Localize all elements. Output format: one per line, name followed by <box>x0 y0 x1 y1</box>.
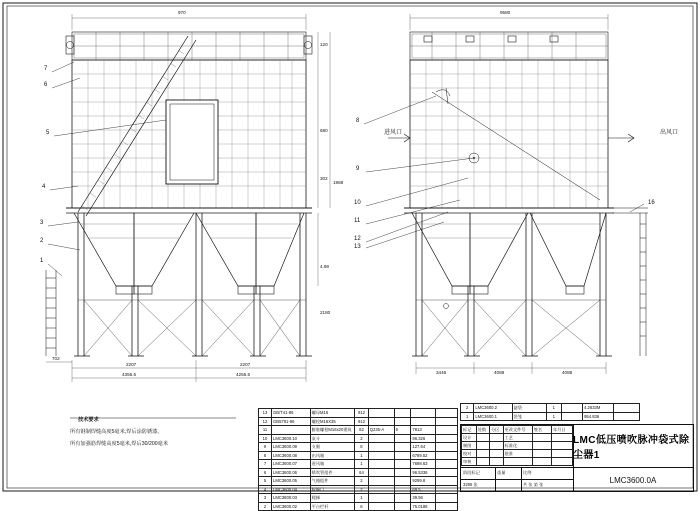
drawing-title <box>573 425 693 467</box>
signature-cell: 批准 <box>503 450 532 458</box>
parts-cell-5 <box>394 485 411 494</box>
signature-cell <box>532 442 551 450</box>
parts-cell-1 <box>272 426 311 435</box>
signature-cell <box>532 434 551 442</box>
signature-cell <box>490 458 503 466</box>
parts-cell-0: 5 <box>259 477 272 486</box>
front-right-dim-3: 302 <box>320 176 328 181</box>
parts-cell-4 <box>368 494 394 503</box>
parts-cell-3: 64 <box>355 468 369 477</box>
parts-table-row <box>259 409 458 418</box>
front-right-dim-5: 2180 <box>320 310 331 315</box>
parts-cell-5 <box>394 502 411 511</box>
parts-cell-6: 7813 <box>411 426 436 435</box>
parts-cell-4 <box>368 434 394 443</box>
front-right-dim-1: 680 <box>320 128 328 133</box>
signature-cell <box>490 442 503 450</box>
parts-cell-5 <box>394 417 411 426</box>
front-callout-1: 1 <box>40 258 44 264</box>
parts-cell-4 <box>368 451 394 460</box>
parts-table <box>258 408 458 511</box>
notes-line-2: 所有加强筋焊缝高度5毫米,焊后30/200毫米 <box>70 441 169 447</box>
parts-cell-3: 1 <box>355 494 369 503</box>
parts-cell-4 <box>368 477 394 486</box>
parts-cell-7 <box>435 460 457 469</box>
signature-cell <box>551 450 572 458</box>
parts-cell-0: 4 <box>259 485 272 494</box>
front-bottom-dim-1: 2207 <box>126 362 137 367</box>
signature-row <box>462 434 573 442</box>
parts-table-row <box>259 443 458 452</box>
parts-cell-7 <box>435 443 457 452</box>
front-top-dimension: 970 <box>178 10 186 15</box>
parts-cell-2: 气箱组件 <box>310 477 354 486</box>
side-callout-10: 10 <box>354 200 361 206</box>
upper-cell-5: 954.836 <box>583 412 614 421</box>
upper-cell-4 <box>561 412 582 421</box>
parts-cell-0: 9 <box>259 443 272 452</box>
side-callout-16: 16 <box>648 200 655 206</box>
parts-cell-4 <box>368 468 394 477</box>
signature-cell: 工艺 <box>503 434 532 442</box>
parts-cell-1: LMC3600.09 <box>272 443 311 452</box>
front-callout-3: 3 <box>40 220 44 226</box>
signature-cell: 签名 <box>532 426 551 434</box>
parts-cell-2: 爬梯 <box>310 494 354 503</box>
front-callout-4: 4 <box>42 184 46 190</box>
parts-cell-1: GB/T41-86 <box>272 409 311 418</box>
signature-row <box>462 442 573 450</box>
parts-cell-6: 96.5336 <box>411 468 436 477</box>
signature-cell: 分区 <box>490 426 503 434</box>
parts-cell-7 <box>435 417 457 426</box>
upper-cell-2: 滤袋 <box>512 404 546 413</box>
signature-cell: 设计 <box>462 434 477 442</box>
parts-cell-5 <box>394 477 411 486</box>
parts-cell-7 <box>435 434 457 443</box>
parts-cell-3: 2 <box>355 485 369 494</box>
parts-cell-1: LMC3600.05 <box>272 477 311 486</box>
parts-cell-2: 螺母M16 <box>310 409 354 418</box>
notes-line-1: 所有钢制焊缝高度5毫米,焊后涂防锈漆。 <box>70 429 163 435</box>
parts-table-row <box>259 417 458 426</box>
upper-cell-5: 4.2633M <box>583 404 614 413</box>
side-bottom-dim-0: 3446 <box>436 370 447 375</box>
parts-cell-0: 13 <box>259 409 272 418</box>
outlet-label: 出风口 <box>660 129 679 136</box>
parts-table-row <box>259 451 458 460</box>
parts-cell-2: 检修门 <box>310 485 354 494</box>
parts-cell-6: 75.0188 <box>411 502 436 511</box>
parts-cell-0: 6 <box>259 468 272 477</box>
parts-cell-3: 1 <box>355 460 369 469</box>
parts-cell-3: 6 <box>355 502 369 511</box>
parts-cell-2: 灰斗 <box>310 434 354 443</box>
parts-cell-5 <box>394 443 411 452</box>
parts-cell-2: 螺栓M16X35 <box>310 417 354 426</box>
parts-table-row <box>259 426 458 435</box>
upper-cell-2: 袋笼 <box>512 412 546 421</box>
parts-cell-3: 2 <box>355 477 369 486</box>
signature-cell <box>490 434 503 442</box>
parts-cell-1: LMC3600.04 <box>272 485 311 494</box>
drawing-title-text: LMC低压喷吹脉冲袋式除尘器1 <box>573 435 690 461</box>
signature-cell: 标记 <box>462 426 477 434</box>
signature-cell <box>476 458 489 466</box>
parts-cell-6: 127.64 <box>411 443 436 452</box>
signature-row <box>462 458 573 466</box>
side-callout-12: 12 <box>354 236 361 242</box>
parts-cell-7 <box>435 409 457 418</box>
parts-cell-4: Q235-A <box>368 426 394 435</box>
parts-cell-0: 8 <box>259 451 272 460</box>
front-bottom-dim-3: 4355.5 <box>122 372 137 377</box>
parts-cell-1: LMC3600.06 <box>272 468 311 477</box>
front-right-dim-4: 4.98 <box>320 264 329 269</box>
parts-cell-7 <box>435 426 457 435</box>
parts-cell-2: 喷吹管组件 <box>310 468 354 477</box>
sheets-label: 共 张 第 张 <box>523 482 544 487</box>
title-block <box>460 424 694 492</box>
parts-cell-4 <box>368 485 394 494</box>
upper-cell-0: 2 <box>461 404 474 413</box>
model-code-cell <box>573 467 693 492</box>
parts-cell-1: GB5781-86 <box>272 417 311 426</box>
parts-cell-2: 进风箱 <box>310 460 354 469</box>
signature-table <box>461 425 573 466</box>
signature-row <box>462 426 573 434</box>
parts-table-row <box>259 502 458 511</box>
upper-cell-1: LMC3600.1 <box>474 412 512 421</box>
parts-cell-0: 10 <box>259 434 272 443</box>
parts-cell-5 <box>394 434 411 443</box>
signature-cell <box>490 450 503 458</box>
parts-cell-7 <box>435 477 457 486</box>
parts-cell-0: 3 <box>259 494 272 503</box>
front-callout-6: 6 <box>44 82 48 88</box>
parts-cell-1: LMC3600.03 <box>272 494 311 503</box>
upper-cell-6 <box>613 412 639 421</box>
parts-cell-7 <box>435 485 457 494</box>
signature-cell: 年月日 <box>551 426 572 434</box>
signature-cell <box>503 458 532 466</box>
parts-cell-1: LMC3600.07 <box>272 460 311 469</box>
front-bottom-dim-0: 702 <box>52 356 60 361</box>
parts-table-row <box>259 460 458 469</box>
parts-cell-3: 2 <box>355 434 369 443</box>
signature-cell: 审核 <box>462 458 477 466</box>
parts-cell-4 <box>368 417 394 426</box>
parts-cell-7 <box>435 468 457 477</box>
parts-cell-5 <box>394 468 411 477</box>
front-callout-7: 7 <box>44 66 48 72</box>
upper-cell-4 <box>561 404 582 413</box>
parts-cell-2: 支腿 <box>310 443 354 452</box>
side-callout-13: 13 <box>354 244 361 250</box>
front-callout-5: 5 <box>46 130 50 136</box>
upper-table-row <box>461 412 640 421</box>
parts-table-row <box>259 494 458 503</box>
parts-cell-6: 96.326 <box>411 434 436 443</box>
parts-cell-5 <box>394 460 411 469</box>
parts-cell-6: 7698.63 <box>411 460 436 469</box>
side-callout-11: 11 <box>354 218 361 224</box>
parts-cell-2: 平台栏杆 <box>310 502 354 511</box>
front-right-dim-0: 120 <box>320 42 328 47</box>
signature-cell <box>476 450 489 458</box>
signature-cell: 处数 <box>476 426 489 434</box>
front-bottom-dim-4: 4255.5 <box>236 372 251 377</box>
parts-cell-6 <box>411 409 436 418</box>
signature-cell <box>532 450 551 458</box>
parts-cell-2: 膨胀螺栓M16x20建筑 <box>310 426 354 435</box>
parts-cell-3: 912 <box>355 409 369 418</box>
parts-cell-0: 7 <box>259 460 272 469</box>
signature-cell: 制图 <box>462 442 477 450</box>
upper-parts-table <box>460 403 640 421</box>
parts-cell-6: 9299.8 <box>411 477 436 486</box>
title-block-signatures <box>461 425 574 467</box>
parts-table-row <box>259 477 458 486</box>
parts-cell-6 <box>411 417 436 426</box>
parts-cell-6: 39.56 <box>411 494 436 503</box>
signature-cell: 标准化 <box>503 442 532 450</box>
parts-cell-3: 912 <box>355 417 369 426</box>
parts-table-row <box>259 468 458 477</box>
signature-cell <box>551 458 572 466</box>
side-callout-9: 9 <box>356 166 360 172</box>
side-bottom-dim-2: 4088 <box>562 370 573 375</box>
parts-cell-3: 8 <box>355 443 369 452</box>
model-code-text: LMC3600.0A <box>609 475 657 485</box>
signature-row <box>462 450 573 458</box>
parts-cell-5 <box>394 494 411 503</box>
stage-label: 阶段标记 <box>463 470 480 475</box>
parts-cell-0: 11 <box>259 426 272 435</box>
signature-cell <box>476 434 489 442</box>
parts-table-row <box>259 434 458 443</box>
parts-cell-3: 1 <box>355 451 369 460</box>
parts-table-row <box>259 485 458 494</box>
signature-cell: 更改文件号 <box>503 426 532 434</box>
upper-cell-3: 1 <box>546 412 561 421</box>
parts-cell-0: 12 <box>259 417 272 426</box>
parts-cell-5 <box>394 451 411 460</box>
parts-cell-4 <box>368 460 394 469</box>
upper-cell-1: LMC3600.2 <box>474 404 512 413</box>
signature-cell: 校对 <box>462 450 477 458</box>
sheet-scale-value: 3295 张 <box>463 482 478 487</box>
scale-label: 比例 <box>523 470 532 475</box>
front-callout-2: 2 <box>40 238 44 244</box>
parts-cell-3: 62 <box>355 426 369 435</box>
parts-cell-0: 2 <box>259 502 272 511</box>
parts-cell-7 <box>435 494 457 503</box>
inlet-label: 进风口 <box>384 129 403 136</box>
front-bottom-dim-2: 2207 <box>240 362 251 367</box>
parts-cell-1: LMC3600.08 <box>272 451 311 460</box>
signature-cell <box>551 434 572 442</box>
signature-cell <box>532 458 551 466</box>
parts-cell-7 <box>435 502 457 511</box>
parts-cell-2: 出风箱 <box>310 451 354 460</box>
side-bottom-dim-1: 4088 <box>494 370 505 375</box>
signature-cell <box>476 442 489 450</box>
parts-cell-1: LMC3600.02 <box>272 502 311 511</box>
parts-cell-4 <box>368 409 394 418</box>
front-right-dim-2: 1988 <box>333 180 344 185</box>
parts-cell-4 <box>368 443 394 452</box>
upper-cell-0: 1 <box>461 412 474 421</box>
parts-cell-1: LMC3600.10 <box>272 434 311 443</box>
side-top-dimension: 9580 <box>500 10 511 15</box>
upper-cell-6 <box>613 404 639 413</box>
notes-heading: 技术要求 <box>78 417 99 423</box>
parts-cell-5 <box>394 409 411 418</box>
parts-cell-6: 69.5 <box>411 485 436 494</box>
parts-cell-7 <box>435 451 457 460</box>
parts-cell-6: 6789.52 <box>411 451 436 460</box>
parts-cell-5: 6 <box>394 426 411 435</box>
weight-label: 重量 <box>497 470 506 475</box>
upper-cell-3: 1 <box>546 404 561 413</box>
side-callout-8: 8 <box>356 118 360 124</box>
upper-table-row <box>461 404 640 413</box>
signature-cell <box>551 442 572 450</box>
parts-cell-4 <box>368 502 394 511</box>
